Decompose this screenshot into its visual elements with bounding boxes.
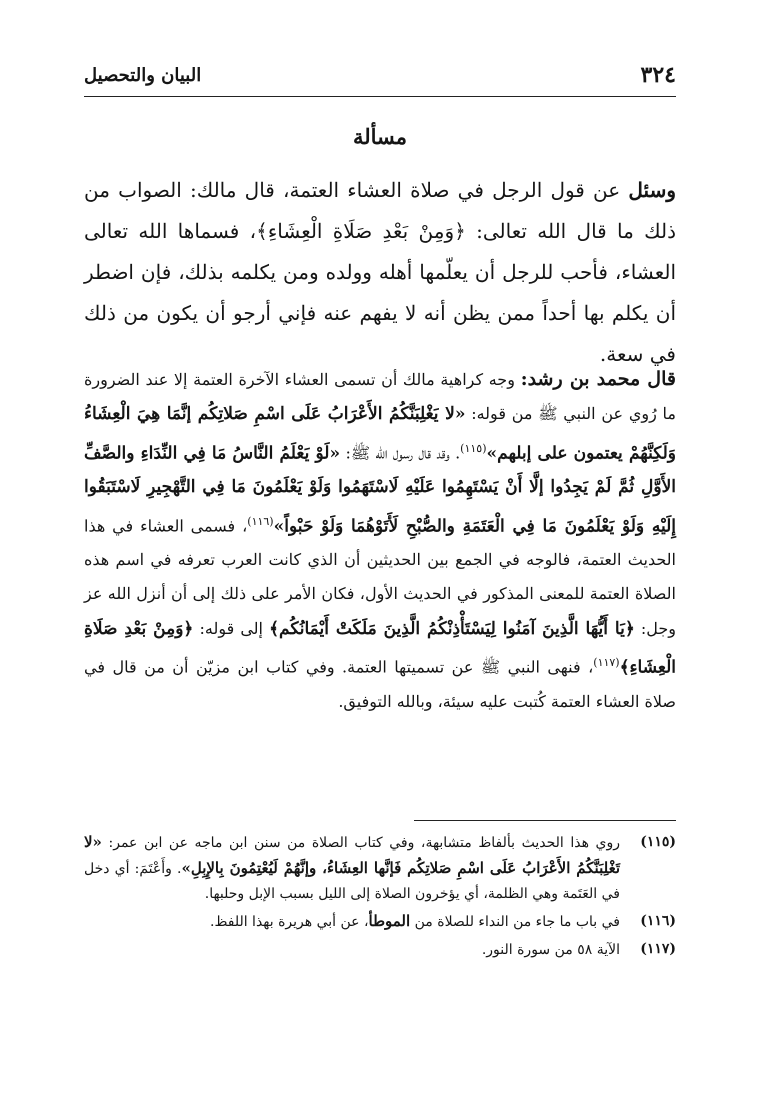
hadith-quote-2: «لَوْ يَعْلَمُ النَّاسُ مَا فِي النِّدَاءِ والصَّفِّ الأَوَّلِ ثُمَّ لَمْ يَجِدُوا إلَّا أَنْ يَسْتَهِمُوا عَلَيْهِ لَاسْتَهَمُوا وَلَوْ يَعْلَمُونَ مَا فِي التَّهْجِيرِ لَاسْتَبَقُوا إِلَيْهِ وَلَوْ يَعْلَمُونَ مَا فِي الْعَتَمَةِ والصُّبْحِ لَأَتَوْهُمَا وَلَوْ حَبْواً» — [84, 442, 677, 536]
commentary-text-2: . وقد قال رسول الله ﷺ: — [345, 442, 461, 462]
footnote-text-part: روي هذا الحديث بألفاظ متشابهة، وفي كتاب الصلاة من سنن ابن ماجه عن ابن عمر: — [108, 835, 620, 851]
footnote-number: (١١٥) — [640, 834, 676, 850]
quran-quote-2: ﴿وَمِنْ بَعْدِ صَلَاةِ الْعِشَاءِ﴾ — [84, 618, 676, 678]
footnote-number: (١١٧) — [640, 941, 676, 957]
commentary-text-3: ، فسمى العشاء في هذا الحديث العتمة، فالوجه في الجمع بين الحديثين أن الذي كانت العرب تعرفه في اسم هذه الصلاة العتمة للمعنى المذكور في الحديث الأول، فكان الأمر على ذلك إلى أن أنزل الله عز وجل: — [84, 515, 676, 638]
header-divider — [84, 96, 676, 97]
footnote-text — [84, 937, 620, 963]
commentary-text-4: إلى قوله: — [199, 618, 263, 638]
commentary-paragraph — [84, 362, 676, 719]
commentary-author: قال محمد بن رشد: — [520, 368, 676, 390]
footnote-divider — [414, 820, 676, 821]
footnote-hadith: «لا تَغْلِبَنَّكُمُ الأَعْرَابُ عَلَى اسْمِ صَلاتِكُم فَإنَّها العِشَاءُ، وإنَّهُمْ لَيُعْتِمُونَ بِالإِبِلِ» — [84, 833, 620, 877]
commentary-text-1: وجه كراهية مالك أن تسمى العشاء الآخرة العتمة إلا عند الضرورة ما رُوي عن النبي ﷺ من قوله: — [84, 370, 676, 424]
footnote-number: (١١٦) — [640, 913, 676, 929]
footnote-115 — [84, 830, 676, 907]
footnote-source-title: الموطأ — [368, 912, 411, 930]
footnote-text-part: الآية ٥٨ من سورة النور. — [481, 942, 620, 958]
footnote-ref-116[interactable]: (١١٦) — [247, 514, 274, 528]
footnote-text-part: ، عن أبي هريرة بهذا اللفظ. — [210, 914, 369, 930]
footnote-117 — [84, 937, 676, 963]
book-title: البيان والتحصيل — [84, 64, 202, 86]
quran-quote-1: ﴿يَا أَيُّهَا الَّذِينَ آمَنُوا لِيَسْتَأْذِنْكُمُ الَّذِينَ مَلَكَتْ أَيْمَانُكُم﴾ — [269, 618, 635, 639]
footnote-text — [84, 830, 620, 907]
footnotes — [84, 830, 676, 965]
section-title: مسألة — [352, 124, 408, 149]
footnote-ref-117[interactable]: (١١٧) — [593, 656, 620, 670]
page-number: ٣٢٤ — [640, 62, 676, 88]
footnote-text-part: في باب ما جاء من النداء للصلاة من — [414, 914, 620, 930]
footnote-text-part: . وأَعْتَمَ: أي دخل في العَتَمة وهي الظلمة، أي يؤخرون الصلاة إلى الليل بسبب الإبل وحلبها. — [84, 861, 620, 902]
commentary-text-5: ، فنهى النبي ﷺ عن تسميتها العتمة. وفي كتاب ابن مزيّن أن من قال في صلاة العشاء العتمة كُتبت عليه سيئة، وبالله التوفيق. — [84, 657, 676, 711]
footnote-text — [84, 909, 620, 935]
question-text: عن قول الرجل في صلاة العشاء العتمة، قال مالك: الصواب من ذلك ما قال الله تعالى: ﴿وَمِنْ بَعْدِ صَلَاةِ الْعِشَاءِ﴾، فسماها الله تعالى العشاء، فأحب للرجل أن يعلّمها أهله وولده ومن يكلمه بذلك، فإن اضطر أن يكلم بها أحداً ممن يظن أنه لا يفهم عنه فإني أرجو أن يكون من ذلك في سعة. — [84, 178, 676, 366]
question-paragraph — [84, 170, 676, 375]
footnote-ref-115[interactable]: (١١٥) — [460, 441, 487, 455]
hadith-quote-1: «لا يَغْلِبَنَّكُمُ الأَعْرَابُ عَلَى اسْمِ صَلاتِكُم إنَّمَا هِيَ الْعِشَاءُ وَلَكِنَّهُمْ يعتمون على إبلهم» — [84, 404, 677, 463]
question-lead: وسئل — [628, 178, 676, 202]
footnote-116 — [84, 909, 676, 935]
running-header — [84, 58, 676, 92]
